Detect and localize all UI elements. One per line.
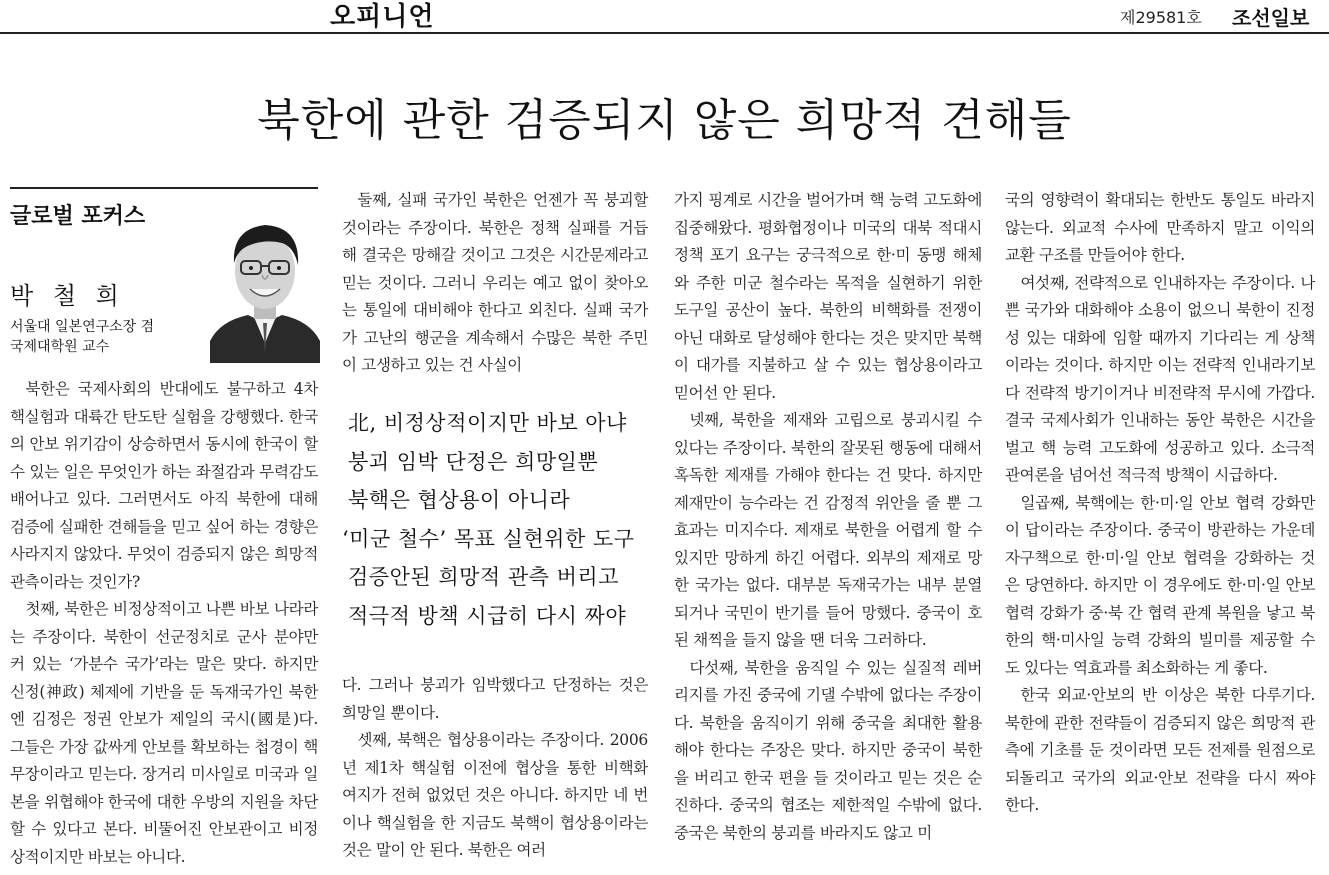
pull-quote (342, 404, 648, 635)
paragraph: 여섯째, 전략적으로 인내하자는 주장이다. 나쁜 국가와 대화해야 소용이 없으니 북한이 진정성 있는 대화에 임할 때까지 기다리는 게 상책이라는 것이다. 하지만 이는 전략적 인내라기보다 전략적 방기이거나 비전략적 무시에 가깝다. 결국 국제사회가 인내하는 동안 북한은 시간을 벌고 핵 능력 고도화에 성공하고 있다. 소극적 관여론을 넘어선 적극적 방책이 시급하다. (1005, 273, 1315, 484)
issue-number: 제29581호 (1120, 8, 1202, 27)
paragraph: 넷째, 북한을 제재와 고립으로 붕괴시킬 수 있다는 주장이다. 북한의 잘못된 행동에 대해서 혹독한 제재를 가해야 한다는 건 맞다. 하지만 제재만이 능수라는 건 감정적 위안을 줄 뿐 그 효과는 미지수다. 제재로 북한을 어렵게 할 수 있지만 망하게 하긴 어렵다. 외부의 제재로 망한 국가는 없다. 대부분 독재국가는 내부 분열되거나 국민이 반기를 들어 망했다. 중국이 호된 채찍을 들지 않을 땐 더욱 그러하다. (674, 411, 982, 649)
author-title (10, 317, 180, 357)
body-column-4 (1005, 187, 1315, 820)
paragraph: 둘째, 실패 국가인 북한은 언젠가 꼭 붕괴할 것이라는 주장이다. 북한은 정책 실패를 거듭해 결국은 망해갈 것이고 그것은 시간문제라고 믿는 것이다. 그러니 우리는 예고 없이 찾아오는 통일에 대비해야 한다고 외친다. 실패 국가가 고난의 행군을 계속해서 수많은 북한 주민이 고생하고 있는 건 사실이 (342, 191, 648, 374)
pull-quote-line: 적극적 방책 시급히 다시 짜야 (348, 603, 627, 628)
byline-box (10, 187, 318, 374)
body-column-2-top (342, 187, 648, 380)
paragraph: 첫째, 북한은 비정상적이고 나쁜 바보 나라라는 주장이다. 북한이 선군정치로 군사 분야만 커 있는 ‘가분수 국가’라는 말은 맞다. 하지만 신정(神政) 체제에 기반을 둔 독재국가인 북한엔 김정은 정권 안보가 제일의 국시(國是)다. 그들은 가장 값싸게 안보를 확보하는 첩경이 핵무장이라고 믿는다. 장거리 미사일로 미국과 일본을 위협해야 한국에 대한 우방의 지원을 차단할 수 있다고 본다. 비뚤어진 안보관이고 비정상적이지만 바보는 아니다. (10, 600, 318, 866)
headline: 북한에 관한 검증되지 않은 희망적 견해들 (257, 95, 1072, 146)
body-column-1 (10, 376, 318, 871)
author-portrait (210, 203, 320, 363)
column-name: 글로벌 포커스 (10, 204, 146, 229)
pull-quote-line: 붕괴 임박 단정은 희망일뿐 (348, 449, 599, 474)
author-name: 박 철 희 (10, 282, 125, 310)
paragraph: 국의 영향력이 확대되는 한반도 통일도 바라지 않는다. 외교적 수사에 만족하지 말고 이익의 교환 구조를 만들어야 한다. (1005, 191, 1315, 264)
section-title: 오피니언 (330, 2, 435, 32)
masthead (0, 0, 1329, 34)
paragraph: 한국 외교·안보의 반 이상은 북한 다루기다. 북한에 관한 전략들이 검증되지 않은 희망적 관측에 기초를 둔 것이라면 모든 전제를 원점으로 되돌리고 국가의 외교·안보 전략을 다시 짜야 한다. (1005, 686, 1315, 814)
paragraph: 가지 핑계로 시간을 벌어가며 핵 능력 고도화에 집중해왔다. 평화협정이나 미국의 대북 적대시 정책 포기 요구는 궁극적으로 한·미 동맹 해체와 주한 미군 철수라는 목적을 실현하기 위한 도구일 공산이 높다. 북한의 비핵화를 전쟁이 아닌 대화로 달성해야 한다는 것은 맞지만 북핵이 대가를 지불하고 살 수 있는 협상용이라고 믿어선 안 된다. (674, 191, 982, 402)
body-column-3 (674, 187, 982, 847)
paragraph: 셋째, 북핵은 협상용이라는 주장이다. 2006년 제1차 핵실험 이전에 협상을 통한 비핵화 여지가 전혀 없었던 것은 아니다. 하지만 네 번이나 핵실험을 한 지금도 북핵이 협상용이라는 것은 말이 안 된다. 북한은 여러 (342, 731, 648, 859)
paragraph: 다. 그러나 붕괴가 임박했다고 단정하는 것은 희망일 뿐이다. (342, 676, 648, 722)
pull-quote-line: 검증안된 희망적 관측 버리고 (348, 565, 619, 589)
newspaper-name: 조선일보 (1232, 6, 1310, 30)
author-title-line: 서울대 일본연구소장 겸 (10, 319, 155, 335)
pull-quote-line: ‘미군 철수’ 목표 실현위한 도구 (342, 526, 635, 551)
pull-quote-line: 북핵은 협상용이 아니라 (348, 488, 571, 512)
body-column-2-bottom (342, 672, 648, 865)
pull-quote-line: 北, 비정상적이지만 바보 아냐 (348, 411, 627, 435)
paragraph: 일곱째, 북핵에는 한·미·일 안보 협력 강화만이 답이라는 주장이다. 중국이 방관하는 가운데 자구책으로 한·미·일 안보 협력을 강화하는 것은 당연하다. 하지만 이 경우에도 한·미·일 안보 협력 강화가 중·북 간 협력 관계 복원을 낳고 북한의 핵·미사일 능력 강화의 빌미를 제공할 수도 있다는 역효과를 최소화하는 게 좋다. (1005, 493, 1315, 677)
author-title-line: 국제대학원 교수 (10, 339, 110, 355)
paragraph: 북한은 국제사회의 반대에도 불구하고 4차 핵실험과 대륙간 탄도탄 실험을 강행했다. 한국의 안보 위기감이 상승하면서 동시에 한국이 할 수 있는 일은 무엇인가 하는 좌절감과 무력감도 배어나고 있다. 그러면서도 아직 북한에 대해 검증에 실패한 견해들을 믿고 싶어 하는 경향은 사라지지 않았다. 무엇이 검증되지 않은 희망적 관측이라는 것인가? (10, 380, 318, 591)
paragraph: 다섯째, 북한을 움직일 수 있는 실질적 레버리지를 가진 중국에 기댈 수밖에 없다는 주장이다. 북한을 움직이기 위해 중국을 최대한 활용해야 한다는 주장은 맞다. 하지만 중국이 북한을 버리고 한국 편을 들 것이라고 믿는 것은 순진하다. 중국의 협조는 제한적일 수밖에 없다. 중국은 북한의 붕괴를 바라지도 않고 미 (674, 658, 982, 842)
